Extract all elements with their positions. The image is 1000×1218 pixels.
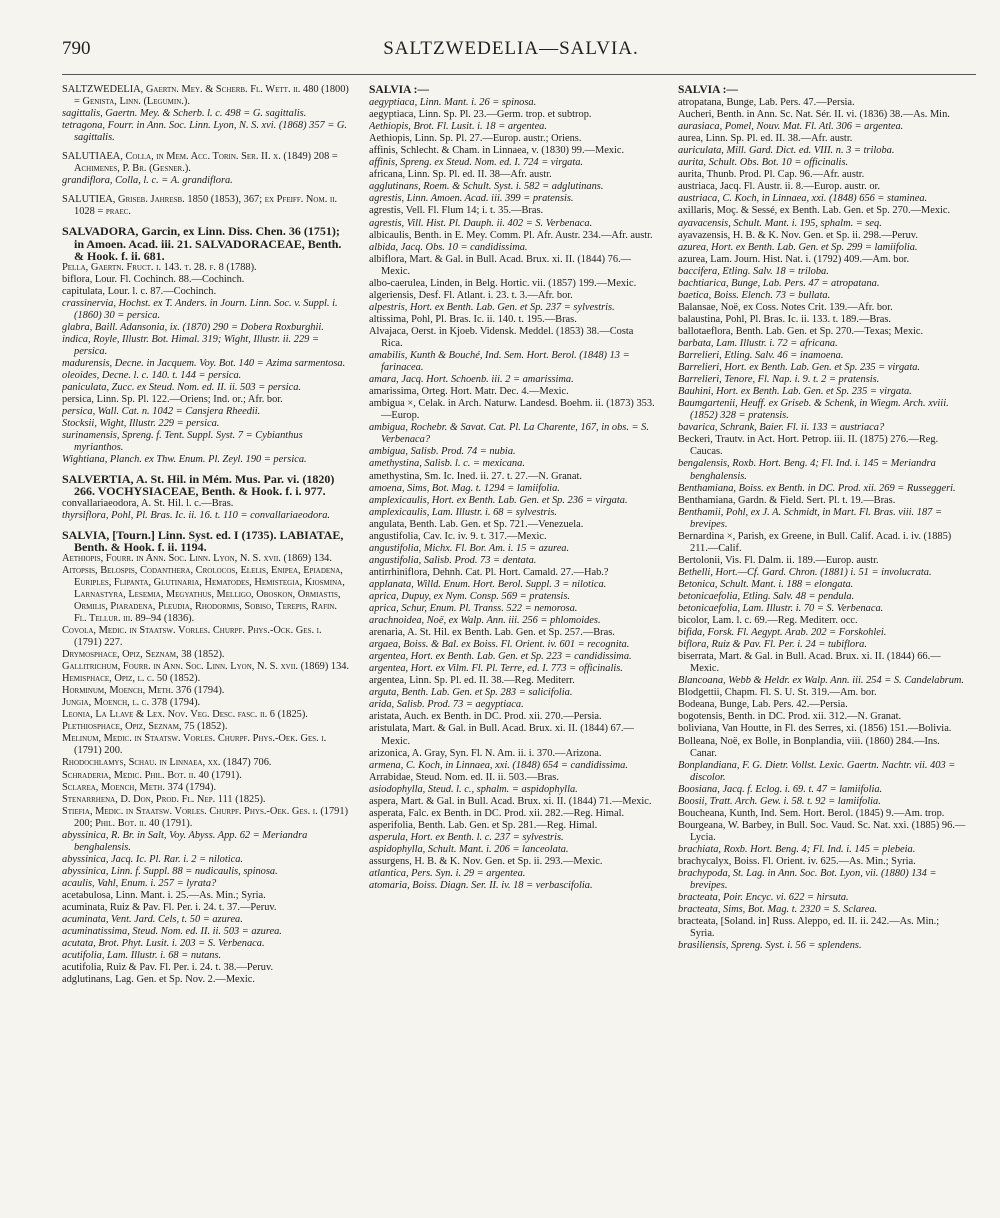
- entry: agrestis, Vell. Fl. Flum 14; i. t. 35.—Bras.: [369, 205, 544, 217]
- entry: Pella, Gaertn. Fruct. i. 143. t. 28. f. 8 (1788).: [62, 261, 257, 273]
- entry: Boosii, Tratt. Arch. Gew. i. 58. t. 92 = lamiifolia.: [678, 795, 881, 807]
- entry: sagittalis, Gaertn. Mey. & Scherb. l. c. 498 = G. sagittalis.: [62, 108, 307, 120]
- entry: Schraderia, Medic. Phil. Bot. ii. 40 (1791).: [62, 769, 242, 781]
- entry: ambigua ×, Celak. in Arch. Naturw. Landesd. Boehm. ii. (1873) 353.—Europ.: [369, 398, 655, 422]
- entry: ambigua, Rochebr. & Savat. Cat. Pl. La Charente, 167, in obs. = S. Verbenaca?: [369, 422, 649, 446]
- entry: bifida, Forsk. Fl. Aegypt. Arab. 202 = Forskohlei.: [678, 627, 887, 639]
- entry: brachycalyx, Boiss. Fl. Orient. iv. 625.—As. Min.; Syria.: [678, 856, 916, 867]
- entry: Drymosphace, Opiz, Seznam, 38 (1852).: [62, 649, 225, 661]
- entry: balaustina, Pohl, Pl. Bras. Ic. ii. 133. t. 189.—Bras.: [678, 313, 891, 325]
- page-title: SALTZWEDELIA—SALVIA.: [383, 38, 639, 59]
- entry: armena, C. Koch, in Linnaea, xxi. (1848) 654 = candidissima.: [369, 759, 628, 771]
- entry: aspera, Mart. & Gal. in Bull. Acad. Brux. xi. II. (1844) 71.—Mexic.: [369, 795, 652, 807]
- entry: Rhodochlamys, Schau. in Linnaea, xx. (1847) 706.: [62, 757, 272, 769]
- entry: capitulata, Lour. l. c. 87.—Cochinch.: [62, 285, 217, 297]
- entry: acuminata, Vent. Jard. Cels, t. 50 = azurea.: [62, 914, 243, 926]
- entry: persica, Linn. Sp. Pl. 122.—Oriens; Ind. or.; Afr. bor.: [62, 394, 283, 406]
- entry: abyssinica, R. Br. in Salt, Voy. Abyss. App. 62 = Meriandra benghalensis.: [62, 829, 308, 853]
- entry: albiflora, Mart. & Gal. in Bull. Acad. Brux. xi. II. (1844) 76.—Mexic.: [369, 253, 632, 277]
- entry: Beckeri, Trautv. in Act. Hort. Petrop. iii. II. (1875) 276.—Reg. Caucas.: [678, 434, 939, 458]
- entry: aurea, Linn. Sp. Pl. ed. II. 38.—Afr. austr.: [678, 133, 853, 145]
- entry: asiodophylla, Steud. l. c., sphalm. = aspidophylla.: [369, 783, 578, 795]
- entry: azurea, Lam. Journ. Hist. Nat. i. (1792) 409.—Am. bor.: [678, 253, 910, 265]
- entry: Aucheri, Benth. in Ann. Sc. Nat. Sér. II. vi. (1836) 38.—As. Min.: [678, 109, 950, 121]
- entry: amarissima, Orteg. Hort. Matr. Dec. 4.—Mexic.: [369, 386, 569, 398]
- entry: angustifolia, Cav. Ic. iv. 9. t. 317.—Mexic.: [369, 530, 547, 542]
- entry: Barrelieri, Tenore, Fl. Nap. i. 9. t. 2 = pratensis.: [678, 374, 880, 386]
- entry: Bonplandiana, F. G. Dietr. Vollst. Lexic. Gaertn. Nachtr. vii. 403 = discolor.: [678, 759, 956, 783]
- entry: Aethiopis, Linn. Sp. Pl. 27.—Europ. austr.; Oriens.: [369, 133, 582, 145]
- entry: atlantica, Pers. Syn. i. 29 = argentea.: [369, 868, 526, 880]
- entry: Bernardina ×, Parish, ex Greene, in Bull. Calif. Acad. i. iv. (1885) 211.—Calif.: [678, 530, 952, 554]
- entry: azurea, Hort. ex Benth. Lab. Gen. et Sp. 299 = lamiifolia.: [678, 241, 918, 253]
- entry: biflora, Ruiz & Pav. Fl. Per. i. 24 = tubiflora.: [678, 639, 867, 651]
- entry: amabilis, Kunth & Bouché, Ind. Sem. Hort. Berol. (1848) 13 = farinacea.: [369, 350, 630, 374]
- entry: angustifolia, Salisb. Prod. 73 = dentata.: [369, 554, 537, 566]
- entry: axillaris, Moç. & Sessé, ex Benth. Lab. Gen. et Sp. 270.—Mexic.: [678, 205, 951, 217]
- entry: Barrelieri, Etling. Salv. 46 = inamoena.: [678, 350, 844, 362]
- entry: bracteata, Sims, Bot. Mag. t. 2320 = S. Sclarea.: [678, 904, 878, 916]
- entry: Stocksii, Wight, Illustr. 229 = persica.: [62, 418, 220, 430]
- entry: bachtiarica, Bunge, Lab. Pers. 47 = atropatana.: [678, 277, 880, 289]
- entry: acutata, Brot. Phyt. Lusit. i. 203 = S. Verbenaca.: [62, 938, 265, 950]
- entry: boliviana, Van Houtte, in Fl. des Serres, xi. (1856) 151.—Bolivia.: [678, 723, 952, 735]
- entry: persica, Wall. Cat. n. 1042 = Cansjera Rheedii.: [62, 406, 261, 418]
- entry: baetica, Boiss. Elench. 73 = bullata.: [678, 289, 831, 301]
- entry: aspidophylla, Schult. Mant. i. 206 = lanceolata.: [369, 843, 569, 855]
- entry: aristata, Auch. ex Benth. in DC. Prod. xii. 270.—Persia.: [369, 711, 602, 723]
- column-2: [369, 84, 657, 1210]
- entry: Benthamiana, Boiss. ex Benth. in DC. Prod. xii. 269 = Russeggeri.: [678, 482, 956, 494]
- entry: Bourgeana, W. Barbey, in Bull. Soc. Vaud. Sc. Nat. xxi. (1885) 96.—Lycia.: [678, 819, 966, 843]
- entry: Melinum, Medic. in Staatsw. Vorles. Churpf. Phys.-Oek. Ges. i. (1791) 200.: [62, 733, 327, 757]
- entry: Barrelieri, Hort. ex Benth. Lab. Gen. et Sp. 235 = virgata.: [678, 362, 921, 374]
- entry: agrestis, Linn. Amoen. Acad. iii. 399 = pratensis.: [369, 193, 574, 205]
- page-header: [62, 38, 960, 68]
- entry: SALVERTIA, A. St. Hil. in Mém. Mus. Par. vi. (1820) 266. VOCHYSIACEAE, Benth. & Hook. f. i. 977.: [62, 472, 335, 499]
- entry: asperata, Falc. ex Benth. in DC. Prod. xii. 282.—Reg. Himal.: [369, 807, 625, 819]
- entry: betonicaefolia, Lam. Illustr. i. 70 = S. Verbenaca.: [678, 603, 884, 615]
- entry: Bertolonii, Vis. Fl. Dalm. ii. 189.—Europ. austr.: [678, 554, 879, 566]
- entry: Boucheana, Kunth, Ind. Sem. Hort. Berol. (1845) 9.—Am. trop.: [678, 807, 945, 819]
- entry: asperula, Hort. ex Benth. l. c. 237 = sylvestris.: [369, 831, 564, 843]
- column-heading: SALVIA :—: [678, 84, 738, 96]
- entry: bicolor, Lam. l. c. 69.—Reg. Mediterr. occ.: [678, 615, 858, 627]
- entry: angustifolia, Michx. Fl. Bor. Am. i. 15 = azurea.: [369, 542, 570, 554]
- entry: Plethiosphace, Opiz, Seznam, 75 (1852).: [62, 721, 228, 733]
- column-heading: SALVIA :—: [369, 84, 429, 96]
- entry: amplexicaulis, Lam. Illustr. i. 68 = sylvestris.: [369, 506, 557, 518]
- column-3: [678, 84, 966, 1210]
- entry: albicaulis, Benth. in E. Mey. Comm. Pl. Afr. Austr. 234.—Afr. austr.: [369, 229, 653, 241]
- entry: oleoides, Decne. l. c. 140. t. 144 = persica.: [62, 370, 242, 382]
- entry: argentea, Hort. ex Benth. Lab. Gen. et Sp. 223 = candidissima.: [369, 651, 632, 663]
- entry: bavarica, Schrank, Baier. Fl. ii. 133 = austriaca?: [678, 422, 885, 434]
- entry: acetabulosa, Linn. Mant. i. 25.—As. Min.; Syria.: [62, 890, 266, 901]
- entry: biflora, Lour. Fl. Cochinch. 88.—Cochinch.: [62, 273, 245, 285]
- entry: Jungia, Moench, l. c. 378 (1794).: [62, 697, 201, 709]
- entry: abyssinica, Linn. f. Suppl. 88 = nudicaulis, spinosa.: [62, 865, 278, 877]
- entry: aurita, Schult. Obs. Bot. 10 = officinalis.: [678, 157, 849, 169]
- entry: austriaca, C. Koch, in Linnaea, xxi. (1848) 656 = staminea.: [678, 193, 928, 205]
- entry: Gallitrichum, Fourr. in Ann. Soc. Linn. Lyon, N. S. xvii. (1869) 134.: [62, 661, 350, 673]
- entry: grandiflora, Colla, l. c. = A. grandiflora.: [62, 175, 233, 187]
- entry: Arrabidae, Steud. Nom. ed. II. ii. 503.—Bras.: [369, 771, 559, 783]
- entry: acuminatissima, Steud. Nom. ed. II. ii. 503 = azurea.: [62, 926, 282, 938]
- entry: arida, Salisb. Prod. 73 = aegyptiaca.: [369, 699, 524, 711]
- entry: Bodeana, Bunge, Lab. Pers. 42.—Persia.: [678, 699, 848, 711]
- entry: ambigua, Salisb. Prod. 74 = nubia.: [369, 446, 516, 458]
- entry: paniculata, Zucc. ex Steud. Nom. ed. II. ii. 503 = persica.: [62, 382, 302, 394]
- entry: alpestris, Hort. ex Benth. Lab. Gen. et Sp. 237 = sylvestris.: [369, 301, 615, 313]
- entry: brachypoda, St. Lag. in Ann. Soc. Bot. Lyon, vii. (1880) 134 = brevipes.: [678, 868, 937, 892]
- entry: Sclarea, Moench, Meth. 374 (1794).: [62, 781, 217, 793]
- entry: amara, Jacq. Hort. Schoenb. iii. 2 = amarissima.: [369, 374, 574, 386]
- entry: atomaria, Boiss. Diagn. Ser. II. iv. 18 = verbascifolia.: [369, 880, 593, 892]
- entry: aurita, Thunb. Prod. Pl. Cap. 96.—Afr. austr.: [678, 169, 865, 181]
- page-number: 790: [62, 38, 91, 59]
- entry: adglutinans, Lag. Gen. et Sp. Nov. 2.—Mexic.: [62, 974, 255, 986]
- entry: aprica, Dupuy, ex Nym. Consp. 569 = pratensis.: [369, 590, 570, 602]
- entry: argentea, Linn. Sp. Pl. ed. II. 38.—Reg. Mediterr.: [369, 675, 575, 687]
- entry: surinamensis, Spreng. f. Tent. Suppl. Syst. 7 = Cybianthus myrianthos.: [62, 430, 303, 454]
- entry: auriculata, Mill. Gard. Dict. ed. VIII. n. 3 = triloba.: [678, 145, 895, 157]
- entry: indica, Royle, Illustr. Bot. Himal. 319; Wight, Illustr. ii. 229 = persica.: [62, 333, 319, 357]
- entry: Aethiopis, Fourr. in Ann. Soc. Linn. Lyon, N. S. xvii. (1869) 134.: [62, 552, 332, 564]
- entry: SALVADORA, Garcin, ex Linn. Diss. Chen. 36 (1751); in Amoen. Acad. iii. 21. SALVADORACEAE, Benth. & Hook. f. ii. 681.: [62, 224, 342, 263]
- entry: Balansae, Noë, ex Coss. Notes Crit. 139.—Afr. bor.: [678, 301, 893, 313]
- entry: affinis, Schlecht. & Cham. in Linnaea, v. (1830) 99.—Mexic.: [369, 145, 625, 157]
- entry: amethystina, Sm. Ic. Ined. ii. 27. t. 27.—N. Granat.: [369, 470, 582, 482]
- entry: arizonica, A. Gray, Syn. Fl. N. Am. ii. i. 370.—Arizona.: [369, 747, 602, 759]
- entry: brachiata, Roxb. Hort. Beng. 4; Fl. Ind. i. 145 = plebeia.: [678, 843, 916, 855]
- entry: brasiliensis, Spreng. Syst. i. 56 = splendens.: [678, 940, 862, 952]
- entry: agglutinans, Roem. & Schult. Syst. i. 582 = adglutinans.: [369, 181, 604, 193]
- entry: Baumgartenii, Heuff. ex Griseb. & Schenk, in Wiegm. Arch. xviii. (1852) 328 = pratensis.: [678, 398, 949, 422]
- entry: abyssinica, Jacq. Ic. Pl. Rar. i. 2 = nilotica.: [62, 853, 244, 865]
- entry: Benthamii, Pohl, ex J. A. Schmidt, in Mart. Fl. Bras. viii. 187 = brevipes.: [678, 506, 942, 530]
- entry: Alvajaca, Oerst. in Kjoeb. Vidensk. Meddel. (1853) 38.—Costa Rica.: [369, 325, 634, 349]
- entry: baccifera, Etling. Salv. 18 = triloba.: [678, 265, 829, 277]
- entry: Stenarrhena, D. Don, Prod. Fl. Nep. 111 (1825).: [62, 793, 266, 805]
- entry: asperifolia, Benth. Lab. Gen. et Sp. 281.—Reg. Himal.: [369, 819, 598, 831]
- entry: arachnoidea, Noë, ex Walp. Ann. iii. 256 = phlomoides.: [369, 615, 601, 627]
- entry: arguta, Benth. Lab. Gen. et Sp. 283 = salicifolia.: [369, 687, 573, 699]
- column-1: [62, 84, 350, 1210]
- entry: amplexicaulis, Hort. ex Benth. Lab. Gen. et Sp. 236 = virgata.: [369, 494, 628, 506]
- entry: affinis, Spreng. ex Steud. Nom. ed. I. 724 = virgata.: [369, 157, 584, 169]
- entry: arenaria, A. St. Hil. ex Benth. Lab. Gen. et Sp. 257.—Bras.: [369, 627, 615, 639]
- entry: madurensis, Decne. in Jacquem. Voy. Bot. 140 = Azima sarmentosa.: [62, 357, 346, 369]
- entry: Benthamiana, Gardn. & Field. Sert. Pl. t. 19.—Bras.: [678, 494, 896, 506]
- entry: Bolleana, Noë, ex Bolle, in Bonplandia, viii. (1860) 284.—Ins. Canar.: [678, 735, 940, 759]
- entry: aegyptiaca, Linn. Mant. i. 26 = spinosa.: [369, 97, 537, 109]
- entry: SALVIA, [Tourn.] Linn. Syst. ed. I (1735). LABIATAE, Benth. & Hook. f. ii. 1194.: [62, 527, 344, 554]
- entry: Leonia, La Llave & Lex. Nov. Veg. Desc. fasc. ii. 6 (1825).: [62, 709, 308, 721]
- entry: bracteata, Poir. Encyc. vi. 622 = hirsuta.: [678, 892, 849, 904]
- entry: Boosiana, Jacq. f. Eclog. i. 69. t. 47 = lamiifolia.: [678, 783, 883, 795]
- entry: aegyptiaca, Linn. Sp. Pl. 23.—Germ. trop. et subtrop.: [369, 109, 592, 121]
- entry: ayavacensis, Schult. Mant. i. 195, sphalm. = seq.: [678, 217, 882, 229]
- entry: Covola, Medic. in Staatsw. Vorles. Churpf. Phys.-Ock. Ges. i. (1791) 227.: [62, 624, 322, 649]
- entry: acaulis, Vahl, Enum. i. 257 = lyrata?: [62, 877, 217, 889]
- entry: acutifolia, Lam. Illustr. i. 68 = nutans.: [62, 950, 222, 962]
- entry: Bauhini, Hort. ex Benth. Lab. Gen. et Sp. 235 = virgata.: [678, 386, 912, 398]
- entry: argaea, Boiss. & Bal. ex Boiss. Fl. Orient. iv. 601 = recognita.: [369, 639, 630, 651]
- entry: atropatana, Bunge, Lab. Pers. 47.—Persia.: [678, 97, 855, 109]
- entry: Stiefia, Medic. in Staatsw. Vorles. Churpf. Phys.-Oek. Ges. i. (1791) 200; Phil. Bot. ii. 40 (1791).: [62, 805, 349, 829]
- entry: aristulata, Mart. & Gal. in Bull. Acad. Brux. xi. II. (1844) 67.—Mexic.: [369, 723, 634, 747]
- entry: thyrsiflora, Pohl, Pl. Bras. Ic. ii. 16. t. 110 = convallariaeodora.: [62, 509, 331, 521]
- entry: Blodgettii, Chapm. Fl. S. U. St. 319.—Am. bor.: [678, 687, 877, 699]
- entry: amoena, Sims, Bot. Mag. t. 1294 = lamiifolia.: [369, 482, 560, 494]
- entry: albo-caerulea, Linden, in Belg. Hortic. vii. (1857) 199.—Mexic.: [369, 277, 637, 289]
- entry: aprica, Schur, Enum. Pl. Transs. 522 = nemorosa.: [369, 603, 578, 615]
- entry: antirrhiniflora, Dehnh. Cat. Pl. Hort. Camald. 27.—Hab.?: [369, 566, 609, 578]
- header-rule: [62, 74, 976, 75]
- entry: ayavazensis, H. B. & K. Nov. Gen. et Sp. ii. 298.—Peruv.: [678, 229, 918, 241]
- entry: argentea, Hort. ex Vilm. Fl. Pl. Terre, ed. I. 773 = officinalis.: [369, 663, 623, 675]
- entry: algeriensis, Desf. Fl. Atlant. i. 23. t. 3.—Afr. bor.: [369, 289, 573, 301]
- entry: africana, Linn. Sp. Pl. ed. II. 38—Afr. austr.: [369, 169, 552, 181]
- entry: angulata, Benth. Lab. Gen. et Sp. 721.—Venezuela.: [369, 518, 584, 530]
- entry: biserrata, Mart. & Gal. in Bull. Acad. Brux. xi. II. (1844) 66.—Mexic.: [678, 651, 941, 675]
- entry: ballotaeflora, Benth. Lab. Gen. et Sp. 270.—Texas; Mexic.: [678, 325, 924, 337]
- entry: convallariaeodora, A. St. Hil. l. c.—Bras.: [62, 497, 234, 509]
- entry: amethystina, Salisb. l. c. = mexicana.: [369, 458, 525, 470]
- entry: Hemisphace, Opiz, l. c. 50 (1852).: [62, 673, 201, 685]
- entry: barbata, Lam. Illustr. i. 72 = africana.: [678, 337, 838, 349]
- entry: glabra, Baill. Adansonia, ix. (1870) 290 = Dobera Roxburghii.: [62, 321, 324, 333]
- entry: albida, Jacq. Obs. 10 = candidissima.: [369, 241, 528, 253]
- entry: Bethelli, Hort.—Cf. Gard. Chron. (1881) i. 51 = involucrata.: [678, 566, 932, 578]
- entry: altissima, Pohl, Pl. Bras. Ic. ii. 140. t. 195.—Bras.: [369, 313, 577, 325]
- entry: agrestis, Vill. Hist. Pl. Dauph. ii. 402 = S. Verbenaca.: [369, 217, 593, 229]
- entry: assurgens, H. B. & K. Nov. Gen. et Sp. ii. 293.—Mexic.: [369, 856, 603, 867]
- entry: bogotensis, Benth. in DC. Prod. xii. 312.—N. Granat.: [678, 711, 902, 723]
- entry: betonicaefolia, Etling. Salv. 48 = pendula.: [678, 590, 855, 602]
- entry: Blancoana, Webb & Heldr. ex Walp. Ann. iii. 254 = S. Candelabrum.: [678, 675, 965, 687]
- entry: austriaca, Jacq. Fl. Austr. ii. 8.—Europ. austr. or.: [678, 181, 881, 193]
- entry: aurasiaca, Pomel, Nouv. Mat. Fl. Atl. 306 = argentea.: [678, 121, 904, 133]
- entry: acuminata, Ruiz & Pav. Fl. Per. i. 24. t. 37.—Peruv.: [62, 902, 277, 914]
- entry: Betonica, Schult. Mant. i. 188 = elongata.: [678, 578, 854, 590]
- entry: bengalensis, Roxb. Hort. Beng. 4; Fl. Ind. i. 145 = Meriandra benghalensis.: [678, 458, 936, 482]
- entry: bracteata, [Soland. in] Russ. Aleppo, ed. II. ii. 242.—As. Min.; Syria.: [678, 916, 940, 940]
- entry: Aitopsis, Belospis, Codanthera, Crolocos, Elelis, Enipea, Epiadena, Euriples, Flipanta, Glutinaria, Hematodes, Hemistegia, Kiosmina, Larnastyra, Lesemia, Megyathus, Melligo, Oboskon, Ormiastis, Ormilis, Piaradena, Pleudia, Rhodormis, Sobiso, Terepis, Rafin. Fl. Tellur. iii. 89–94 (1836).: [62, 564, 345, 624]
- entry: Wightiana, Planch. ex Thw. Enum. Pl. Zeyl. 190 = persica.: [62, 454, 307, 466]
- entry: SALTZWEDELIA, Gaertn. Mey. & Scherb. Fl. Wett. ii. 480 (1800) = Genista, Linn. (Legumin.).: [62, 84, 349, 108]
- entry: SALUTIAEA, Colla, in Mem. Acc. Torin. Ser. II. x. (1849) 208 = Achimenes, P. Br. (Gesner.).: [62, 151, 338, 175]
- entry: Horminum, Moench, Meth. 376 (1794).: [62, 685, 225, 697]
- entry: SALUTIEA, Griseb. Jahresb. 1850 (1853), 367; ex Pfeiff. Nom. ii. 1028 = praec.: [62, 194, 338, 218]
- entry: acutifolia, Ruiz & Pav. Fl. Per. i. 24. t. 38.—Peruv.: [62, 962, 274, 974]
- entry: Aethiopis, Brot. Fl. Lusit. i. 18 = argentea.: [369, 121, 547, 133]
- entry: crassinervia, Hochst. ex T. Anders. in Journ. Linn. Soc. v. Suppl. i. (1860) 30 = persica.: [62, 297, 338, 321]
- entry: tetragona, Fourr. in Ann. Soc. Linn. Lyon, N. S. xvi. (1868) 357 = G. sagittalis.: [62, 120, 348, 144]
- entry: applanata, Willd. Enum. Hort. Berol. Suppl. 3 = nilotica.: [369, 578, 607, 590]
